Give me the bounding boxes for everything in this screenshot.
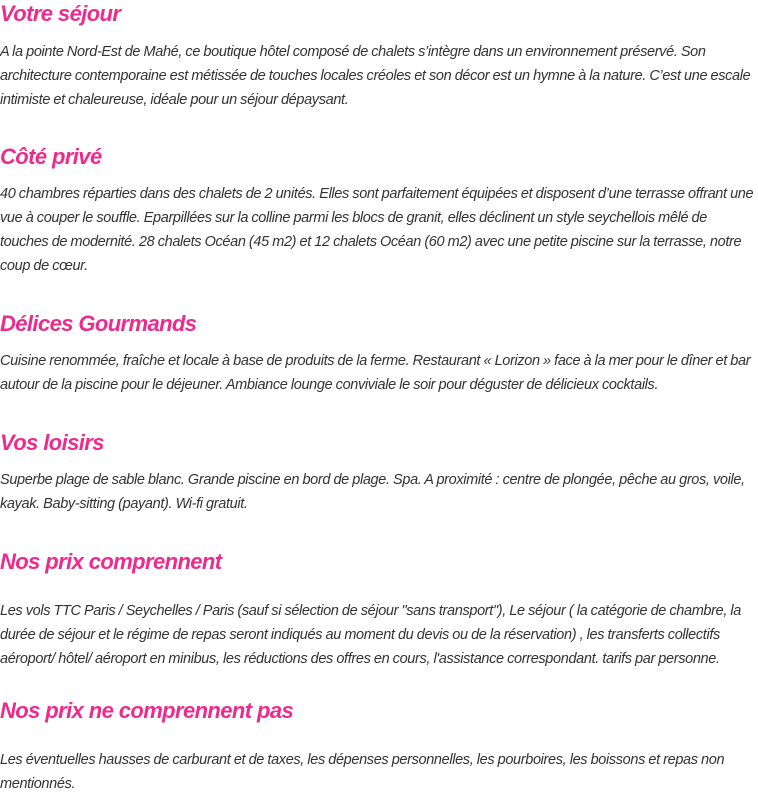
section-title-prix-comprennent: Nos prix comprennent bbox=[0, 549, 222, 574]
section-text-delices-gourmands: Cuisine renommée, fraîche et locale à base de produits de la ferme. Restaurant « Lorizon » face à la mer pour le dîner et bar autour de la piscine pour le déjeuner. Ambiance lounge conviviale le soir pour déguster de délicieux cocktails. bbox=[0, 353, 751, 393]
section-title-delices-gourmands: Délices Gourmands bbox=[0, 311, 197, 336]
section-text-prix-comprennent: Les vols TTC Paris / Seychelles / Paris (sauf si sélection de séjour "sans transport"), Le séjour ( la catégorie de chambre, la durée de séjour et le régime de repas seront indiqués au moment du devis ou de la réservation) , les transferts collectifs aéroport/ hôtel/ aéroport en minibus, les réductions des offres en cours, l'assistance correspondant. tarifs par personne. bbox=[0, 603, 741, 667]
section-delices-gourmands bbox=[0, 310, 758, 397]
section-cote-prive bbox=[0, 143, 758, 278]
section-title-votre-sejour: Votre séjour bbox=[0, 1, 121, 26]
section-prix-comprennent bbox=[0, 548, 758, 671]
section-text-votre-sejour: A la pointe Nord-Est de Mahé, ce boutique hôtel composé de chalets s’intègre dans un environnement préservé. Son architecture contemporaine est métissée de touches locales créoles et son décor est un hymne à la nature. C’est une escale intimiste et chaleureuse, idéale pour un séjour dépaysant. bbox=[0, 44, 751, 108]
section-votre-sejour bbox=[0, 0, 758, 112]
section-text-prix-ne-comprennent-pas: Les éventuelles hausses de carburant et de taxes, les dépenses personnelles, les pourboires, les boissons et repas non mentionnés. bbox=[0, 752, 725, 792]
section-title-cote-prive: Côté privé bbox=[0, 144, 102, 169]
section-prix-ne-comprennent-pas bbox=[0, 697, 758, 796]
section-text-vos-loisirs: Superbe plage de sable blanc. Grande piscine en bord de plage. Spa. A proximité : centre de plongée, pêche au gros, voile, kayak. Baby-sitting (payant). Wi-fi gratuit. bbox=[0, 472, 745, 512]
section-title-prix-ne-comprennent-pas: Nos prix ne comprennent pas bbox=[0, 698, 294, 723]
section-title-vos-loisirs: Vos loisirs bbox=[0, 430, 104, 455]
section-vos-loisirs bbox=[0, 429, 758, 516]
section-text-cote-prive: 40 chambres réparties dans des chalets de 2 unités. Elles sont parfaitement équipées et disposent d’une terrasse offrant une vue à couper le souffle. Eparpillées sur la colline parmi les blocs de granit, elles déclinent un style seychellois mêlé de touches de modernité. 28 chalets Océan (45 m2) et 12 chalets Océan (60 m2) avec une petite piscine sur la terrasse, notre coup de cœur. bbox=[0, 186, 754, 274]
